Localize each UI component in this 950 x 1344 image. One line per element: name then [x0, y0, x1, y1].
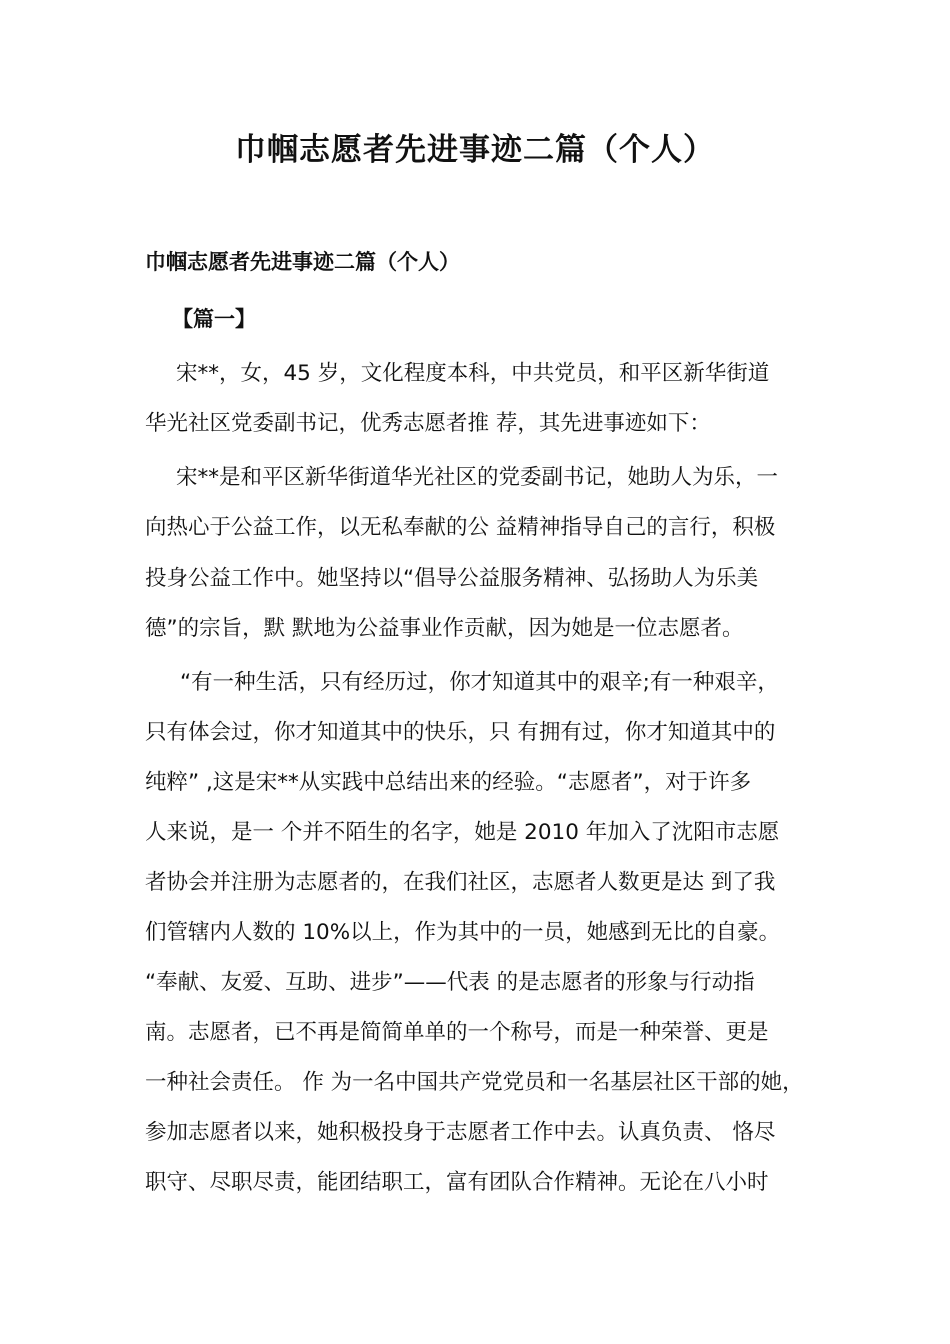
body-line: 华光社区党委副书记，优秀志愿者推 荐，其先进事迹如下： [145, 411, 711, 436]
body-line: 宋**，女，45 岁，文化程度本科，中共党员，和平区新华街道 [176, 361, 770, 386]
body-line: 参加志愿者以来，她积极投身于志愿者工作中去。认真负责、 恪尽 [145, 1120, 776, 1145]
body-line: “有一种生活，只有经历过，你才知道其中的艰辛;有一种艰辛， [180, 670, 779, 695]
body-line: 宋**是和平区新华街道华光社区的党委副书记，她助人为乐，一 [176, 465, 779, 490]
body-line: 只有体会过，你才知道其中的快乐，只 有拥有过，你才知道其中的 [145, 720, 776, 745]
body-line: “奉献、友爱、互助、进步”——代表 的是志愿者的形象与行动指 [145, 970, 755, 995]
body-line: 南。志愿者，已不再是简简单单的一个称号，而是一种荣誉、更是 [145, 1020, 769, 1045]
body-line: 者协会并注册为志愿者的，在我们社区，志愿者人数更是达 到了我 [145, 870, 776, 895]
body-line: 职守、尽职尽责，能团结职工，富有团队合作精神。无论在八小时 [145, 1170, 769, 1195]
document-title: 巾帼志愿者先进事迹二篇（个人） [235, 132, 715, 168]
body-line: 投身公益工作中。她坚持以“倡导公益服务精神、弘扬助人为乐美 [145, 566, 759, 591]
body-line: 们管辖内人数的 10%以上，作为其中的一员，她感到无比的自豪。 [145, 920, 781, 945]
body-line: 纯粹” ,这是宋**从实践中总结出来的经验。“志愿者”，对于许多 [145, 770, 752, 795]
body-line: 人来说，是一 个并不陌生的名字，她是 2010 年加入了沈阳市志愿 [145, 820, 780, 845]
body-line: 向热心于公益工作，以无私奉献的公 益精神指导自己的言行，积极 [145, 515, 776, 540]
document-subtitle: 巾帼志愿者先进事迹二篇（个人） [145, 250, 460, 274]
body-line: 一种社会责任。 作 为一名中国共产党党员和一名基层社区干部的她， [145, 1070, 804, 1095]
body-line: 德”的宗旨，默 默地为公益事业作贡献，因为她是一位志愿者。 [145, 616, 744, 641]
section-label: 【篇一】 [172, 307, 256, 331]
